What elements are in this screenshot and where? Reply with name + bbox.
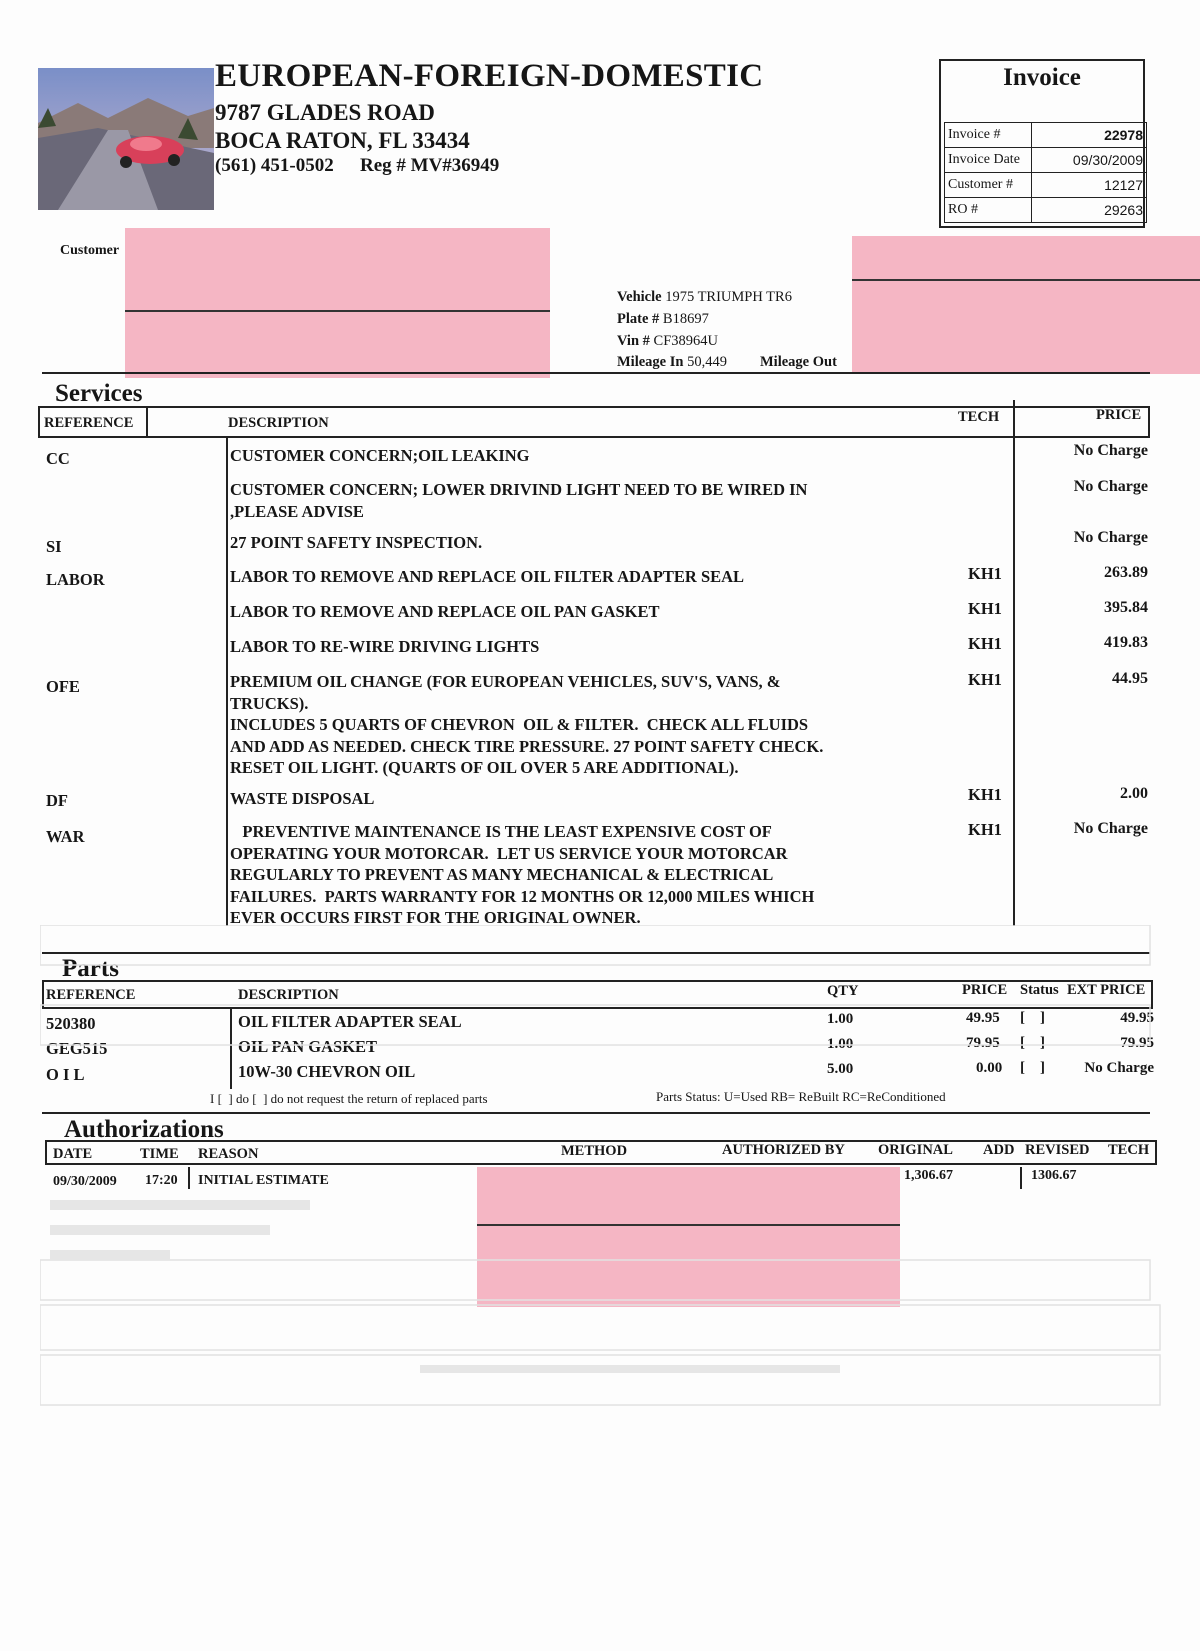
auth-tech-header: TECH — [1108, 1142, 1150, 1158]
service-price: No Charge — [1073, 442, 1148, 459]
service-ref: OFE — [46, 677, 80, 696]
service-ref: WAR — [46, 827, 85, 846]
part-description: 10W-30 CHEVRON OIL — [238, 1062, 416, 1081]
auth-date-header: DATE — [53, 1146, 93, 1162]
auth-date: 09/30/2009 — [53, 1174, 117, 1189]
auth-original-header: ORIGINAL — [878, 1142, 953, 1158]
service-description: PREVENTIVE MAINTENANCE IS THE LEAST EXPENSIVE COST OF OPERATING YOUR MOTORCAR. LET US SERVICE YOUR MOTORCAR REGULARLY TO PREVENT AS MANY MECHANICAL & ELECTRICAL FAILURES. PARTS WARRANTY FOR 12 MONTHS OR 12,000 MILES WHICH EVER OCCURS FIRST FOR THE ORIGINAL OWNER. — [230, 822, 815, 927]
service-price: No Charge — [1073, 820, 1148, 837]
part-price: 49.95 — [966, 1010, 1000, 1026]
mileage-in-value: 50,449 — [687, 354, 727, 370]
vin-value: CF38964U — [653, 333, 718, 349]
services-price-header: PRICE — [1096, 407, 1142, 423]
parts-return-note: I [ ] do [ ] do not request the return of replaced parts — [210, 1091, 488, 1106]
part-ext-price: 49.95 — [1120, 1010, 1154, 1026]
plate-line — [617, 311, 709, 328]
part-ref: GEG515 — [46, 1039, 108, 1058]
service-description: LABOR TO REMOVE AND REPLACE OIL PAN GASKET — [230, 602, 660, 621]
authorizations-title: Authorizations — [64, 1116, 224, 1143]
vin-line — [617, 333, 718, 350]
service-ref: SI — [46, 537, 62, 556]
service-price: No Charge — [1073, 478, 1148, 495]
invoice-date-row — [945, 148, 1147, 173]
customer-number-row — [945, 173, 1147, 198]
service-description: LABOR TO RE-WIRE DRIVING LIGHTS — [230, 637, 540, 656]
customer-right-redaction — [852, 236, 1200, 374]
service-ref: DF — [46, 791, 68, 810]
service-description: WASTE DISPOSAL — [230, 789, 375, 808]
part-status: [ ] — [1020, 1060, 1045, 1076]
section-divider — [42, 372, 1150, 374]
services-price-divider — [1013, 400, 1015, 926]
mileage-in-line — [617, 354, 727, 371]
services-description-divider — [226, 438, 228, 926]
parts-reference-header: REFERENCE — [46, 987, 136, 1003]
customer-redaction — [125, 228, 550, 378]
part-price: 0.00 — [976, 1060, 1003, 1076]
part-ref: 520380 — [46, 1014, 96, 1033]
vin-label: Vin # — [617, 333, 650, 349]
invoice-date-label: Invoice Date — [945, 148, 1032, 173]
service-description: 27 POINT SAFETY INSPECTION. — [230, 533, 483, 552]
auth-revised-header: REVISED — [1025, 1142, 1090, 1158]
part-status: [ ] — [1020, 1010, 1045, 1026]
shop-name: EUROPEAN-FOREIGN-DOMESTIC — [215, 58, 764, 94]
vehicle-label: Vehicle — [617, 289, 662, 305]
invoice-number-row — [945, 123, 1147, 148]
service-tech: KH1 — [968, 564, 1002, 583]
part-qty: 1.00 — [827, 1011, 854, 1027]
auth-authorized-by-header: AUTHORIZED BY — [722, 1142, 845, 1158]
auth-time-header: TIME — [140, 1146, 179, 1162]
part-status: [ ] — [1020, 1035, 1045, 1051]
service-tech: KH1 — [968, 670, 1002, 689]
auth-reason-header: REASON — [198, 1146, 259, 1162]
auth-reason: INITIAL ESTIMATE — [198, 1173, 329, 1188]
parts-status-header: Status — [1020, 982, 1059, 998]
parts-ext-price-header: EXT PRICE — [1067, 982, 1146, 998]
customer-number-value: 12127 — [1032, 173, 1147, 198]
auth-revised: 1306.67 — [1031, 1168, 1077, 1183]
mileage-in-label: Mileage In — [617, 354, 684, 370]
auth-original: 1,306.67 — [904, 1168, 953, 1183]
ro-number-row — [945, 198, 1147, 223]
part-description: OIL PAN GASKET — [238, 1037, 378, 1056]
service-price: 44.95 — [1112, 670, 1148, 687]
auth-method-header: METHOD — [561, 1143, 628, 1159]
invoice-number-value: 22978 — [1032, 123, 1147, 148]
part-description: OIL FILTER ADAPTER SEAL — [238, 1012, 462, 1031]
services-title: Services — [55, 380, 143, 407]
service-ref: LABOR — [46, 570, 105, 589]
services-description-header: DESCRIPTION — [228, 415, 329, 431]
bleed-through-texture — [40, 925, 1170, 1625]
parts-price-header: PRICE — [962, 982, 1008, 998]
parts-qty-header: QTY — [827, 983, 859, 999]
service-price: 263.89 — [1104, 564, 1148, 581]
services-tech-header: TECH — [958, 409, 1000, 425]
ro-number-value: 29263 — [1032, 198, 1147, 223]
vehicle-line — [617, 289, 792, 306]
service-tech: KH1 — [968, 634, 1002, 653]
invoice-number-label: Invoice # — [945, 123, 1032, 148]
shop-address: 9787 GLADES ROAD — [215, 100, 435, 125]
parts-status-legend: Parts Status: U=Used RB= ReBuilt RC=ReConditioned — [656, 1089, 946, 1104]
service-tech: KH1 — [968, 599, 1002, 618]
part-ext-price: No Charge — [1084, 1060, 1154, 1076]
service-description: CUSTOMER CONCERN;OIL LEAKING — [230, 446, 530, 465]
part-qty: 5.00 — [827, 1061, 854, 1077]
redaction-divider — [852, 279, 1200, 281]
parts-title: Parts — [62, 955, 119, 982]
service-price: 419.83 — [1104, 634, 1148, 651]
service-price: 2.00 — [1120, 785, 1148, 802]
part-qty: 1.00 — [827, 1036, 854, 1052]
invoice-date-value: 09/30/2009 — [1032, 148, 1147, 173]
shop-reg: Reg # MV#36949 — [360, 155, 500, 176]
vehicle-value: 1975 TRIUMPH TR6 — [665, 289, 792, 305]
plate-label: Plate # — [617, 311, 660, 327]
part-ext-price: 79.95 — [1120, 1035, 1154, 1051]
ro-number-label: RO # — [945, 198, 1032, 223]
invoice-title: Invoice — [1003, 64, 1081, 91]
auth-add-header: ADD — [983, 1142, 1015, 1158]
mileage-out-label: Mileage Out — [760, 354, 837, 370]
service-price: 395.84 — [1104, 599, 1148, 616]
service-description: PREMIUM OIL CHANGE (FOR EUROPEAN VEHICLES, SUV'S, VANS, & TRUCKS). INCLUDES 5 QUARTS OF CHEVRON OIL & FILTER. CHECK ALL FLUIDS AND ADD AS NEEDED. CHECK TIRE PRESSURE. 27 POINT SAFETY CHECK. RESET OIL LIGHT. (QUARTS OF OIL OVER 5 ARE ADDITIONAL). — [230, 672, 824, 777]
customer-number-label: Customer # — [945, 173, 1032, 198]
service-description: LABOR TO REMOVE AND REPLACE OIL FILTER ADAPTER SEAL — [230, 567, 745, 586]
redaction-divider — [125, 310, 550, 312]
invoice-info-table — [944, 122, 1147, 223]
service-tech: KH1 — [968, 820, 1002, 839]
parts-description-header: DESCRIPTION — [238, 987, 339, 1003]
service-ref: CC — [46, 449, 70, 468]
services-reference-header: REFERENCE — [44, 415, 134, 431]
service-tech: KH1 — [968, 785, 1002, 804]
shop-phone: (561) 451-0502 — [215, 155, 334, 176]
plate-value: B18697 — [662, 311, 709, 327]
auth-time: 17:20 — [145, 1173, 178, 1188]
part-ref: O I L — [46, 1065, 85, 1084]
service-description: CUSTOMER CONCERN; LOWER DRIVIND LIGHT NEED TO BE WIRED IN ,PLEASE ADVISE — [230, 480, 808, 521]
part-price: 79.95 — [966, 1035, 1000, 1051]
customer-label: Customer — [60, 243, 120, 258]
shop-logo-image — [38, 68, 214, 210]
service-price: No Charge — [1073, 529, 1148, 546]
shop-city: BOCA RATON, FL 33434 — [215, 128, 470, 153]
